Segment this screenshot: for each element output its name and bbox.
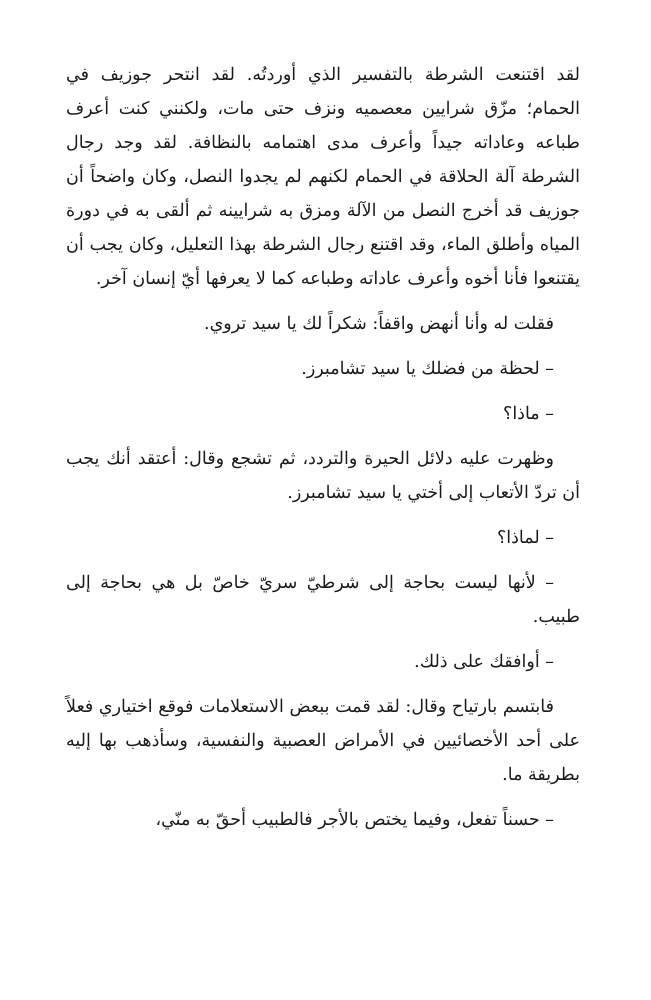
- dialogue-line-moment-please: – لحظة من فضلك يا سيد تشامبرز.: [301, 359, 554, 379]
- paragraph-specialist: فابتسم بارتياح وقال: لقد قمت ببعض الاستعلامات فوقع اختياري فعلاً على أحد الأخصائيين في الأمراض العصبية والنفسية، وسأذهب بها إليه بطريقة ما.: [66, 697, 580, 785]
- document-page: [66, 58, 580, 837]
- paragraph-police-explanation: لقد اقتنعت الشرطة بالتفسير الذي أوردتُه. لقد انتحر جوزيف في الحمام؛ مزّق شرايين معصميه ونزف حتى مات، ولكنني كنت أعرف طباعه وعاداته جيداً وأعرف مدى اهتمامه بالنظافة. لقد وجد رجال الشرطة آلة الحلاقة في الحمام لكنهم لم يجدوا النصل، وكان واضحاً أن جوزيف قد أخرج النصل من الآلة ومزق به شرايينه ثم ألقى به في دورة المياه وأطلق الماء، وقد اقتنع رجال الشرطة بهذا التعليل، وكان يجب أن يقتنعوا فأنا أخوه وأعرف عاداته وطباعه كما لا يعرفها أيّ إنسان آخر.: [66, 65, 580, 289]
- dialogue-line-agree: – أوافقك على ذلك.: [414, 652, 554, 672]
- dialogue-line-fee: – حسناً تفعل، وفيما يختص بالأجر فالطبيب أحقّ به منّي،: [155, 810, 554, 830]
- dialogue-line-why: – لماذا؟: [496, 528, 554, 548]
- dialogue-line-needs-doctor: – لأنها ليست بحاجة إلى شرطيّ سريّ خاصّ بل هي بحاجة إلى طبيب.: [66, 573, 580, 627]
- dialogue-line-what: – ماذا؟: [503, 404, 554, 424]
- paragraph-hesitation: وظهرت عليه دلائل الحيرة والتردد، ثم تشجع وقال: أعتقد أنك يجب أن تردّ الأتعاب إلى أختي يا سيد تشامبرز.: [66, 449, 580, 503]
- paragraph-thanks-troy: فقلت له وأنا أنهض واقفاً: شكراً لك يا سيد تروي.: [204, 314, 554, 334]
